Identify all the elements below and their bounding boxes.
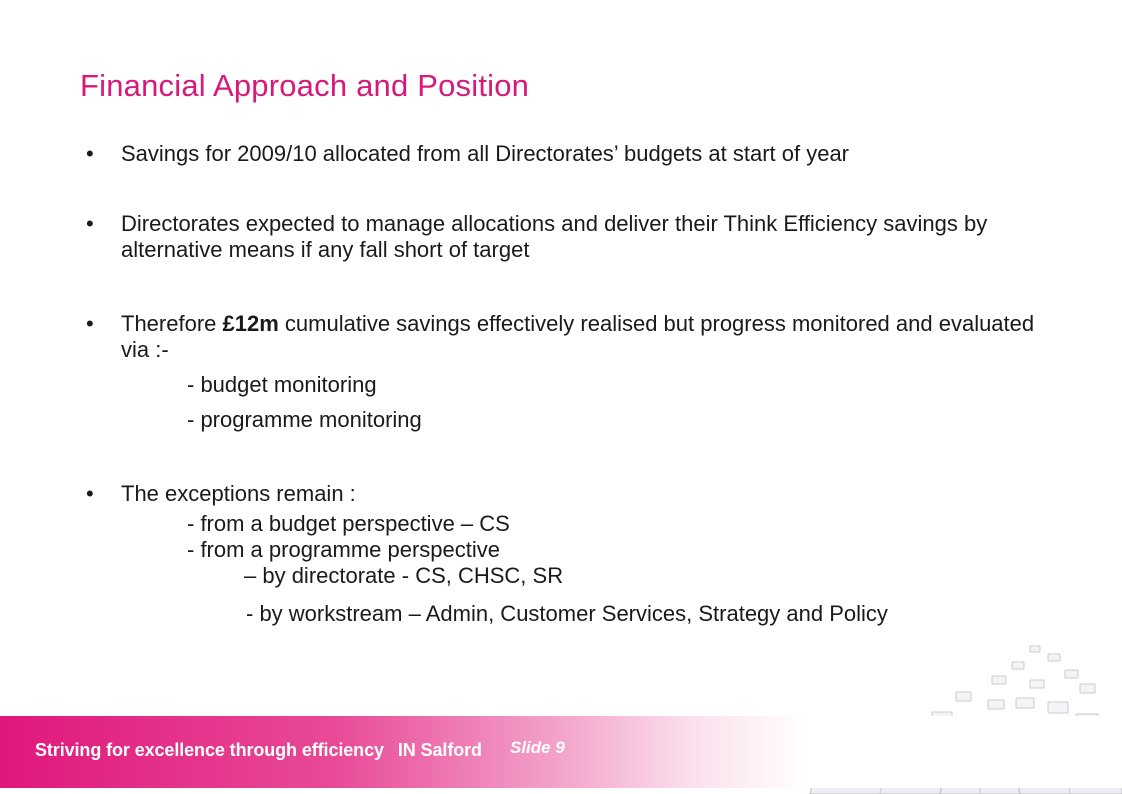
bullet-text: The exceptions remain : (121, 481, 356, 506)
bullet-marker: • (86, 211, 94, 236)
savings-amount: £12m (222, 311, 279, 336)
bullet-text-start: Therefore (121, 311, 223, 336)
footer-tagline-place: IN Salford (397, 740, 482, 760)
slide-number: Slide 9 (510, 738, 565, 757)
sub-item-budget-perspective: - from a budget perspective – CS (187, 511, 510, 536)
slide-title: Financial Approach and Position (80, 68, 530, 103)
footer-tagline-text: Striving for excellence through efficiency (35, 740, 384, 760)
sub-item-by-directorate: – by directorate - CS, CHSC, SR (244, 563, 564, 588)
bullet-marker: • (86, 141, 94, 166)
bullet-text: Savings for 2009/10 allocated from all Directorates’ budgets at start of year (121, 141, 850, 166)
bullet-marker: • (86, 481, 94, 506)
bullet-text-end: cumulative savings effectively realised but progress monitored and evaluated via :- (121, 311, 1035, 362)
sub-item-programme-perspective: - from a programme perspective (187, 537, 500, 562)
sub-item-budget-monitoring: - budget monitoring (187, 372, 377, 397)
bullet-text (121, 311, 1061, 363)
sub-item-programme-monitoring: - programme monitoring (187, 407, 422, 432)
bullet-text: Directorates expected to manage allocations and deliver their Think Efficiency savings by alternative means if any fall short of target (121, 211, 988, 262)
sub-item-by-workstream: - by workstream – Admin, Customer Services, Strategy and Policy (246, 601, 888, 626)
bullet-marker: • (86, 311, 94, 336)
footer-tagline (35, 740, 482, 761)
